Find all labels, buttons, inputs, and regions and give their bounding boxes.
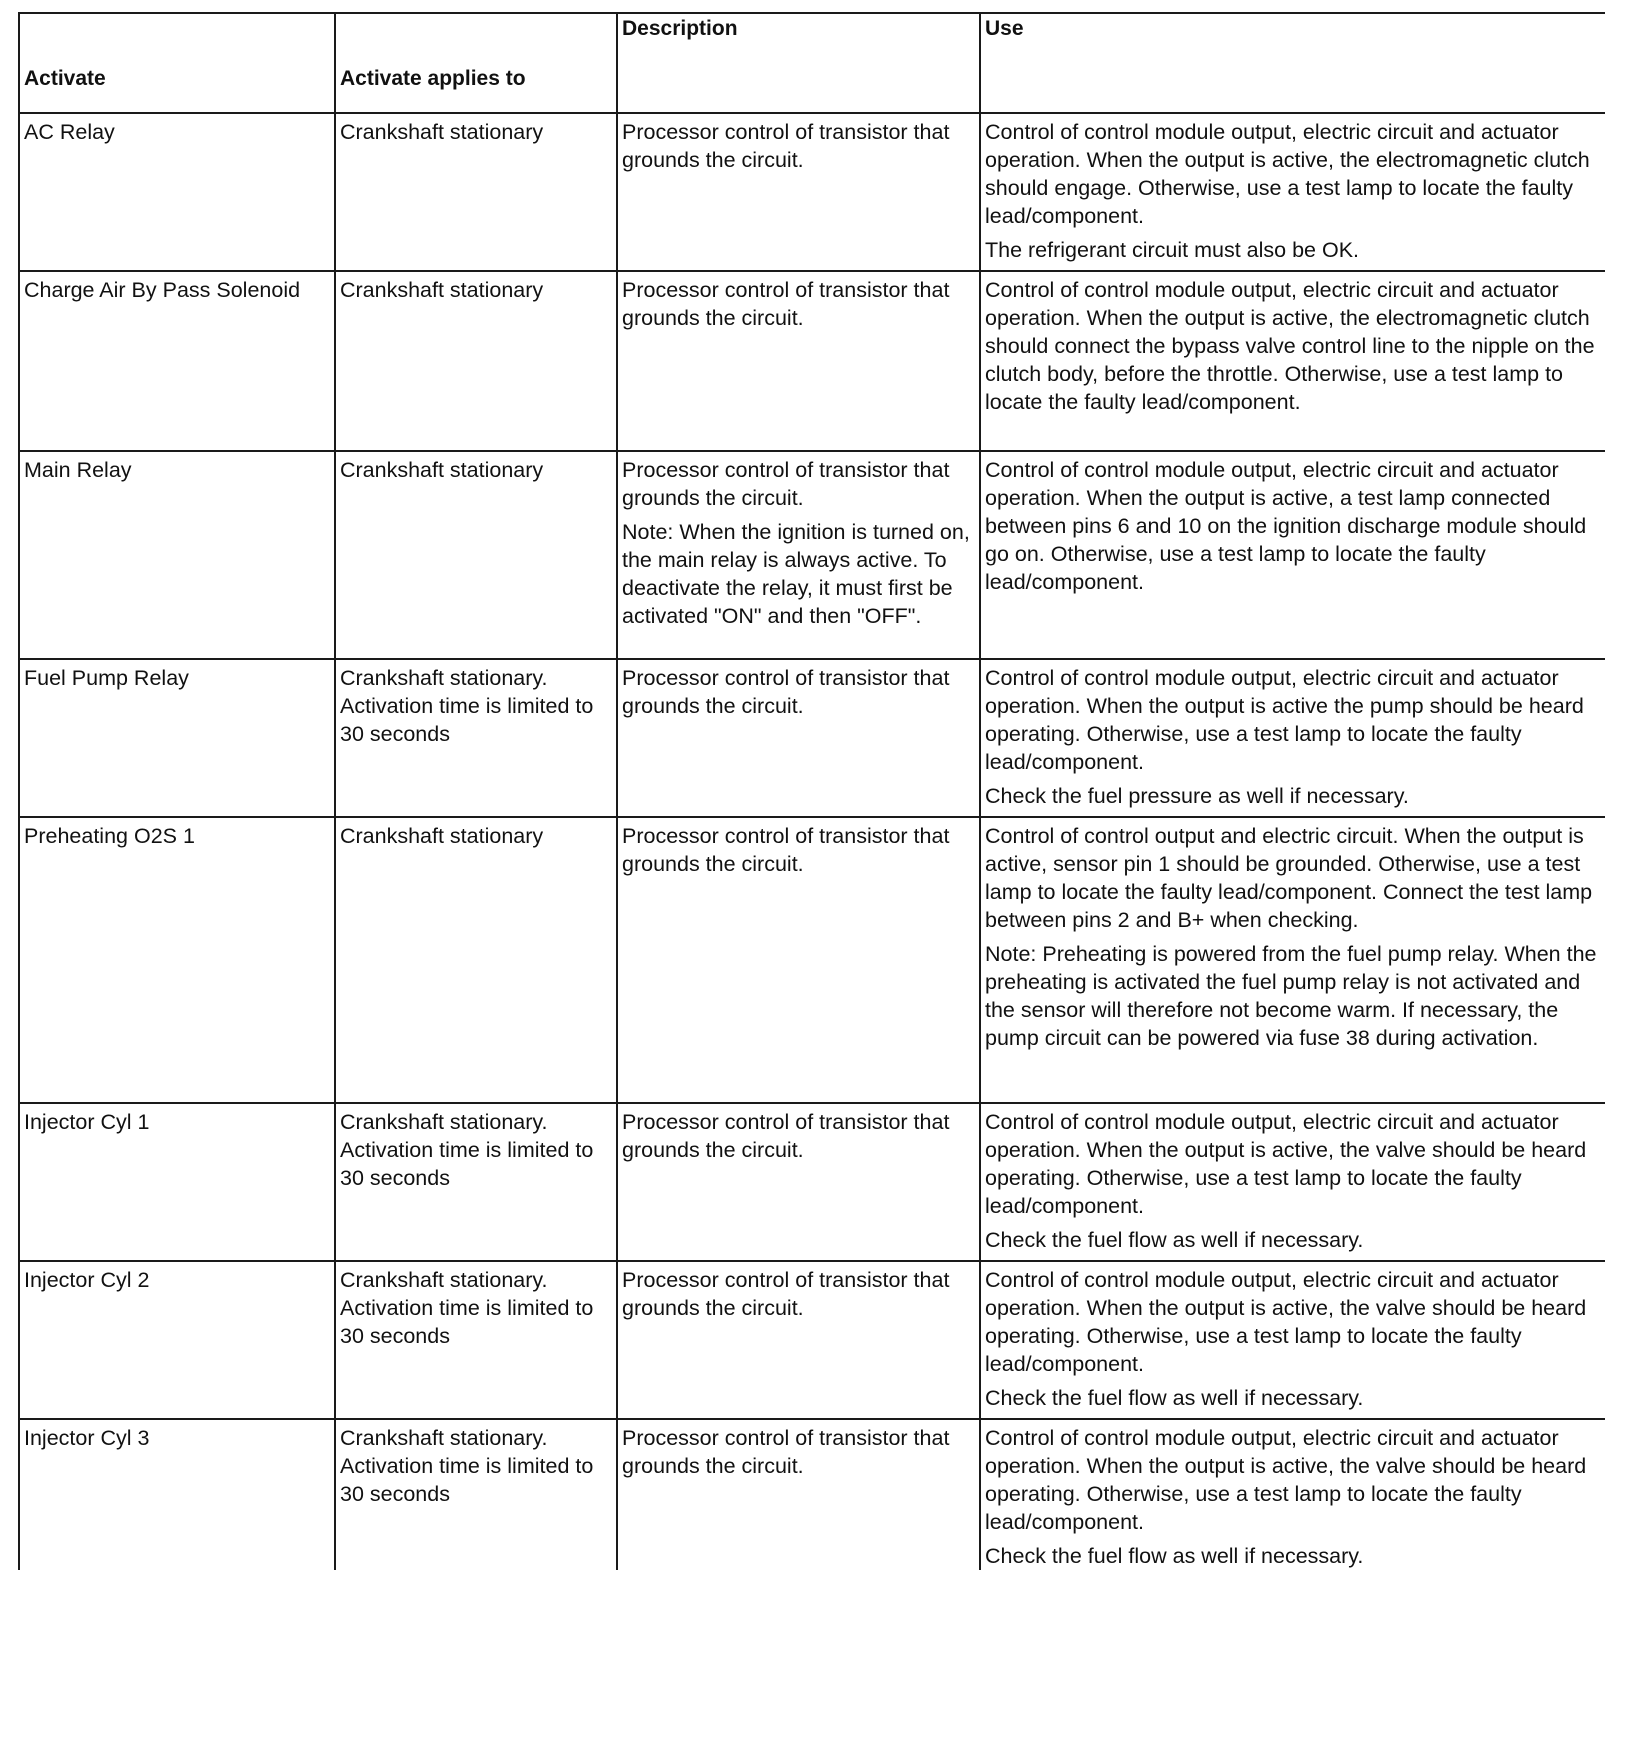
description-cell [617,271,980,451]
use-text: Control of control module output, electric circuit and actuator operation. When the output is active, the electromagnetic clutch should connect the bypass valve control line to the nipple on the clutch body, before the throttle. Otherwise, use a test lamp to locate the faulty lead/component. [985,278,1595,414]
header-activate: Activate [19,13,335,113]
table-row [19,271,1605,451]
use-text: Control of control module output, electric circuit and actuator operation. When the output is active the pump should be heard operating. Otherwise, use a test lamp to locate the faulty lead/component. [985,666,1584,774]
activation-table [18,12,1605,1570]
table-row [19,659,1605,817]
description-text: Processor control of transistor that grounds the circuit. [622,1268,950,1320]
use-cell [980,1261,1605,1419]
activate-cell: Fuel Pump Relay [19,659,335,817]
header-use: Use [980,13,1605,113]
description-cell [617,1419,980,1570]
use-text: Check the fuel flow as well if necessary. [985,1386,1364,1410]
description-cell [617,659,980,817]
use-text: Control of control module output, electric circuit and actuator operation. When the output is active, the valve should be heard operating. Otherwise, use a test lamp to locate the faulty lead/component. [985,1110,1587,1218]
description-text: Processor control of transistor that grounds the circuit. [622,666,950,718]
activate-cell: Charge Air By Pass Solenoid [19,271,335,451]
applies-to-cell: Crankshaft stationary. Activation time is limited to 30 seconds [335,1261,617,1419]
use-cell [980,451,1605,659]
description-text: Processor control of transistor that grounds the circuit. [622,458,950,510]
activate-cell: Injector Cyl 2 [19,1261,335,1419]
activate-cell: Main Relay [19,451,335,659]
activate-cell: Injector Cyl 1 [19,1103,335,1261]
description-cell [617,113,980,271]
header-row [19,13,1605,113]
applies-to-cell: Crankshaft stationary. Activation time is limited to 30 seconds [335,1103,617,1261]
use-cell [980,817,1605,1103]
table-row [19,113,1605,271]
description-text: Processor control of transistor that grounds the circuit. [622,1426,950,1478]
activate-cell: AC Relay [19,113,335,271]
header-applies-to: Activate applies to [335,13,617,113]
header-description: Description [617,13,980,113]
description-text: Processor control of transistor that grounds the circuit. [622,1110,950,1162]
applies-to-cell: Crankshaft stationary [335,817,617,1103]
use-text: Control of control module output, electric circuit and actuator operation. When the output is active, the electromagnetic clutch should engage. Otherwise, use a test lamp to locate the faulty lead/component. [985,120,1590,228]
use-text: Control of control module output, electric circuit and actuator operation. When the output is active, the valve should be heard operating. Otherwise, use a test lamp to locate the faulty lead/component. [985,1426,1587,1534]
description-cell [617,817,980,1103]
use-cell [980,271,1605,451]
applies-to-cell: Crankshaft stationary [335,113,617,271]
applies-to-cell: Crankshaft stationary. Activation time is limited to 30 seconds [335,659,617,817]
use-cell [980,113,1605,271]
applies-to-cell: Crankshaft stationary [335,271,617,451]
use-cell [980,1103,1605,1261]
use-text: Control of control module output, electric circuit and actuator operation. When the output is active, a test lamp connected between pins 6 and 10 on the ignition discharge module should go on. Otherwise, use a test lamp to locate the faulty lead/component. [985,458,1587,594]
description-cell [617,1261,980,1419]
table-row [19,1419,1605,1570]
use-cell [980,659,1605,817]
use-text: Control of control output and electric circuit. When the output is active, sensor pin 1 should be grounded. Otherwise, use a test lamp to locate the faulty lead/component. Connect the test lamp between pins 2 and B+ when checking. [985,824,1593,932]
use-text: Check the fuel flow as well if necessary. [985,1228,1364,1252]
description-text: Processor control of transistor that grounds the circuit. [622,824,950,876]
use-cell [980,1419,1605,1570]
applies-to-cell: Crankshaft stationary [335,451,617,659]
use-note: Note: Preheating is powered from the fuel pump relay. When the preheating is activated the fuel pump relay is not activated and the sensor will therefore not become warm. If necessary, the pump circuit can be powered via fuse 38 during activation. [985,942,1597,1050]
description-cell [617,1103,980,1261]
description-text: Processor control of transistor that grounds the circuit. [622,120,950,172]
use-text: Check the fuel flow as well if necessary. [985,1544,1364,1568]
description-text: Processor control of transistor that grounds the circuit. [622,278,950,330]
table-row [19,1103,1605,1261]
use-text: Check the fuel pressure as well if necessary. [985,784,1409,808]
use-text: The refrigerant circuit must also be OK. [985,238,1360,262]
use-text: Control of control module output, electric circuit and actuator operation. When the output is active, the valve should be heard operating. Otherwise, use a test lamp to locate the faulty lead/component. [985,1268,1587,1376]
description-cell [617,451,980,659]
description-note: Note: When the ignition is turned on, the main relay is always active. To deactivate the relay, it must first be activated "ON" and then "OFF". [622,520,970,628]
activate-cell: Injector Cyl 3 [19,1419,335,1570]
table-row [19,451,1605,659]
table-row [19,1261,1605,1419]
table-row [19,817,1605,1103]
applies-to-cell: Crankshaft stationary. Activation time is limited to 30 seconds [335,1419,617,1570]
activate-cell: Preheating O2S 1 [19,817,335,1103]
